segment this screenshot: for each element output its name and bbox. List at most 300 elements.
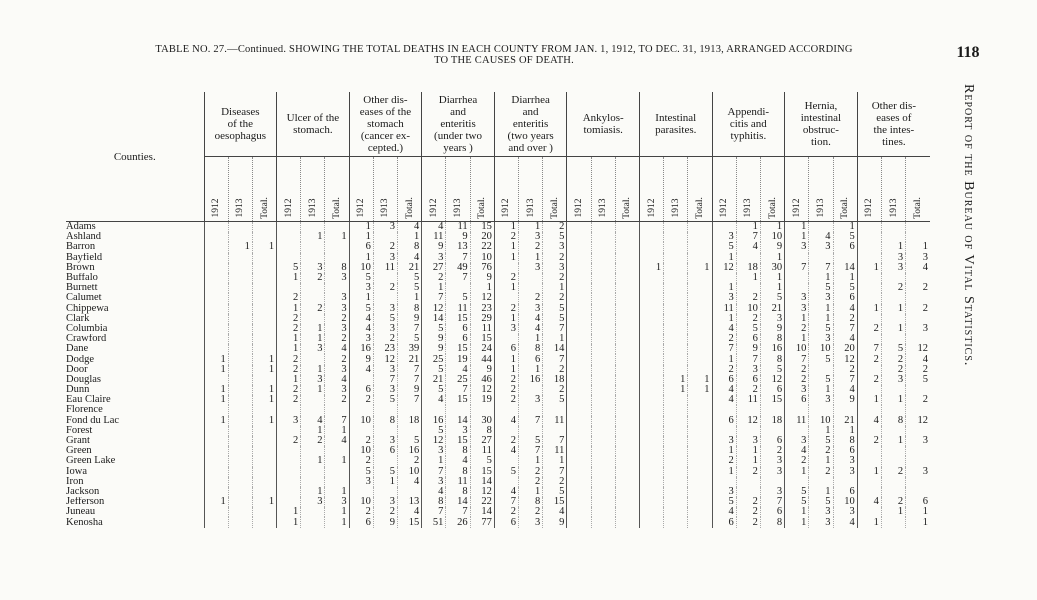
county-name: Dunn bbox=[66, 385, 90, 396]
table-cell: 7 bbox=[446, 385, 470, 395]
table-cell: 1 bbox=[712, 283, 736, 293]
table-cell: 4 bbox=[325, 375, 349, 385]
table-cell: 2 bbox=[881, 467, 905, 477]
table-cell: 6 bbox=[494, 517, 518, 527]
table-cell: 3 bbox=[325, 304, 349, 314]
table-row bbox=[66, 507, 930, 517]
cause-header-line: (under two bbox=[434, 130, 483, 142]
table-cell: 4 bbox=[712, 385, 736, 395]
table-cell bbox=[664, 365, 688, 375]
table-cell: 7 bbox=[736, 232, 760, 242]
table-cell: 7 bbox=[736, 354, 760, 364]
table-cell: 2 bbox=[833, 314, 857, 324]
table-cell bbox=[567, 436, 591, 446]
table-cell: 1 bbox=[785, 232, 809, 242]
table-cell: 2 bbox=[519, 242, 543, 252]
table-cell bbox=[228, 517, 252, 527]
table-cell: 3 bbox=[809, 293, 833, 303]
cause-header-line: Appendi- bbox=[727, 106, 770, 118]
table-cell bbox=[591, 456, 615, 466]
table-cell: 3 bbox=[422, 253, 446, 263]
year-header bbox=[228, 157, 252, 222]
table-cell bbox=[252, 467, 276, 477]
table-cell bbox=[639, 304, 663, 314]
table-cell bbox=[615, 507, 639, 517]
table-cell: 1 bbox=[252, 395, 276, 405]
table-cell bbox=[373, 487, 397, 497]
table-cell bbox=[785, 253, 809, 263]
cause-header-line: oesophagus bbox=[214, 130, 266, 142]
table-cell: 7 bbox=[785, 354, 809, 364]
year-label: Total. bbox=[622, 197, 633, 219]
table-cell bbox=[373, 293, 397, 303]
table-cell bbox=[615, 232, 639, 242]
table-cell: 2 bbox=[809, 446, 833, 456]
table-cell: 8 bbox=[398, 304, 422, 314]
table-cell bbox=[857, 365, 881, 375]
county-name: Columbia bbox=[66, 323, 108, 334]
table-cell: 1 bbox=[301, 456, 325, 466]
table-cell bbox=[204, 222, 228, 233]
table-cell: 21 bbox=[398, 354, 422, 364]
cause-header-line: Ulcer of the bbox=[286, 112, 340, 124]
table-cell bbox=[204, 426, 228, 436]
table-cell bbox=[494, 426, 518, 436]
table-cell: 1 bbox=[809, 273, 833, 283]
table-cell: 1 bbox=[688, 385, 712, 395]
year-header bbox=[736, 157, 760, 222]
cause-header-line: Diseases bbox=[221, 106, 260, 118]
table-cell bbox=[615, 416, 639, 426]
table-cell bbox=[277, 456, 301, 466]
table-cell bbox=[736, 405, 760, 415]
table-cell: 7 bbox=[543, 467, 567, 477]
table-cell bbox=[567, 253, 591, 263]
table-cell bbox=[688, 487, 712, 497]
table-cell bbox=[252, 517, 276, 527]
table-cell: 1 bbox=[252, 354, 276, 364]
table-cell: 6 bbox=[736, 334, 760, 344]
table-cell: 1 bbox=[373, 477, 397, 487]
table-cell bbox=[712, 405, 736, 415]
table-cell bbox=[664, 395, 688, 405]
table-cell: 2 bbox=[906, 365, 930, 375]
cause-header-line: obstruc- bbox=[802, 124, 839, 136]
table-cell: 3 bbox=[349, 334, 373, 344]
table-cell bbox=[906, 405, 930, 415]
table-cell bbox=[228, 365, 252, 375]
table-cell: 2 bbox=[881, 354, 905, 364]
year-label: 1912 bbox=[283, 198, 294, 218]
table-cell: 2 bbox=[277, 385, 301, 395]
cause-header-4 bbox=[422, 92, 495, 157]
cause-header-line: typhitis. bbox=[730, 130, 767, 142]
counties-header-label: Counties. bbox=[113, 150, 156, 163]
table-cell bbox=[688, 497, 712, 507]
table-cell: 2 bbox=[277, 354, 301, 364]
table-cell: 5 bbox=[760, 293, 784, 303]
table-cell: 3 bbox=[301, 497, 325, 507]
table-cell: 7 bbox=[519, 416, 543, 426]
table-cell bbox=[809, 253, 833, 263]
table-cell: 23 bbox=[373, 344, 397, 354]
table-cell bbox=[252, 436, 276, 446]
table-cell bbox=[301, 253, 325, 263]
table-cell: 8 bbox=[760, 354, 784, 364]
table-cell: 27 bbox=[422, 263, 446, 273]
cause-header-line: Ankylos- bbox=[582, 112, 624, 124]
table-cell: 3 bbox=[736, 436, 760, 446]
table-cell: 7 bbox=[398, 365, 422, 375]
table-cell: 3 bbox=[373, 385, 397, 395]
table-cell: 7 bbox=[422, 293, 446, 303]
table-cell bbox=[833, 405, 857, 415]
table-cell: 1 bbox=[252, 365, 276, 375]
table-cell bbox=[615, 242, 639, 252]
table-cell bbox=[857, 242, 881, 252]
county-name: Burnett bbox=[66, 283, 98, 294]
table-cell bbox=[639, 456, 663, 466]
table-cell bbox=[664, 436, 688, 446]
table-cell: 2 bbox=[543, 273, 567, 283]
table-cell bbox=[228, 497, 252, 507]
table-cell: 9 bbox=[446, 232, 470, 242]
table-cell bbox=[228, 487, 252, 497]
table-cell bbox=[204, 477, 228, 487]
table-cell bbox=[664, 273, 688, 283]
year-label: Total. bbox=[549, 197, 560, 219]
table-cell: 16 bbox=[349, 344, 373, 354]
table-cell: 1 bbox=[470, 283, 494, 293]
table-cell bbox=[639, 314, 663, 324]
table-cell bbox=[906, 385, 930, 395]
table-cell: 4 bbox=[519, 314, 543, 324]
table-cell: 1 bbox=[252, 385, 276, 395]
table-cell: 22 bbox=[470, 497, 494, 507]
cause-header-line: and bbox=[522, 106, 539, 118]
cause-header-line: tines. bbox=[882, 136, 906, 148]
table-cell: 1 bbox=[252, 497, 276, 507]
table-cell: 1 bbox=[712, 446, 736, 456]
table-cell bbox=[881, 334, 905, 344]
table-cell: 1 bbox=[785, 334, 809, 344]
table-row bbox=[66, 456, 930, 466]
table-cell bbox=[639, 405, 663, 415]
table-cell: 10 bbox=[833, 497, 857, 507]
table-cell bbox=[543, 405, 567, 415]
table-cell bbox=[252, 314, 276, 324]
table-cell: 25 bbox=[422, 354, 446, 364]
table-cell bbox=[252, 405, 276, 415]
table-cell bbox=[204, 232, 228, 242]
year-header bbox=[833, 157, 857, 222]
table-cell bbox=[615, 324, 639, 334]
table-cell: 2 bbox=[277, 324, 301, 334]
table-cell bbox=[277, 477, 301, 487]
table-cell: 1 bbox=[736, 222, 760, 233]
table-cell: 3 bbox=[785, 293, 809, 303]
table-cell: 3 bbox=[712, 232, 736, 242]
table-cell: 13 bbox=[398, 497, 422, 507]
table-cell bbox=[664, 416, 688, 426]
table-cell: 2 bbox=[906, 283, 930, 293]
table-row bbox=[66, 517, 930, 527]
table-row bbox=[66, 344, 930, 354]
table-cell bbox=[252, 477, 276, 487]
table-cell bbox=[736, 477, 760, 487]
year-label: Total. bbox=[913, 197, 924, 219]
table-cell: 5 bbox=[809, 497, 833, 507]
table-cell: 3 bbox=[301, 344, 325, 354]
table-cell: 2 bbox=[519, 467, 543, 477]
table-cell: 5 bbox=[833, 232, 857, 242]
table-cell bbox=[325, 283, 349, 293]
table-cell bbox=[252, 253, 276, 263]
table-cell: 6 bbox=[712, 517, 736, 527]
table-cell: 1 bbox=[494, 365, 518, 375]
table-cell: 3 bbox=[373, 324, 397, 334]
table-cell bbox=[204, 263, 228, 273]
table-cell bbox=[567, 293, 591, 303]
table-row bbox=[66, 487, 930, 497]
year-header bbox=[543, 157, 567, 222]
table-cell: 5 bbox=[760, 365, 784, 375]
table-cell bbox=[252, 446, 276, 456]
table-cell bbox=[567, 334, 591, 344]
table-cell: 11 bbox=[785, 416, 809, 426]
table-cell: 8 bbox=[519, 497, 543, 507]
table-cell: 9 bbox=[398, 314, 422, 324]
table-cell bbox=[373, 273, 397, 283]
table-cell: 5 bbox=[809, 436, 833, 446]
county-name: Iron bbox=[66, 476, 84, 487]
table-cell bbox=[857, 253, 881, 263]
table-cell bbox=[277, 242, 301, 252]
table-cell: 14 bbox=[446, 416, 470, 426]
table-cell: 5 bbox=[785, 497, 809, 507]
year-label: 1912 bbox=[428, 198, 439, 218]
table-cell: 5 bbox=[470, 456, 494, 466]
table-cell: 21 bbox=[398, 263, 422, 273]
table-row bbox=[66, 395, 930, 405]
table-cell: 29 bbox=[470, 314, 494, 324]
county-name: Iowa bbox=[66, 466, 87, 477]
table-cell: 7 bbox=[809, 263, 833, 273]
table-cell bbox=[252, 232, 276, 242]
table-cell: 18 bbox=[736, 263, 760, 273]
table-cell: 1 bbox=[519, 334, 543, 344]
table-cell bbox=[204, 283, 228, 293]
table-cell: 3 bbox=[833, 507, 857, 517]
table-cell: 2 bbox=[736, 314, 760, 324]
table-cell bbox=[785, 426, 809, 436]
table-cell bbox=[567, 467, 591, 477]
cause-header-line: parasites. bbox=[655, 124, 697, 136]
table-cell bbox=[664, 517, 688, 527]
table-cell: 14 bbox=[422, 314, 446, 324]
table-cell: 2 bbox=[519, 507, 543, 517]
table-cell bbox=[301, 405, 325, 415]
table-cell bbox=[349, 375, 373, 385]
table-cell: 1 bbox=[760, 222, 784, 233]
table-cell: 8 bbox=[519, 344, 543, 354]
table-cell bbox=[446, 283, 470, 293]
table-cell: 1 bbox=[785, 467, 809, 477]
table-cell bbox=[204, 304, 228, 314]
table-cell: 18 bbox=[398, 416, 422, 426]
table-cell: 1 bbox=[301, 426, 325, 436]
table-cell bbox=[785, 405, 809, 415]
table-cell bbox=[664, 467, 688, 477]
table-cell: 5 bbox=[349, 304, 373, 314]
year-label: 1913 bbox=[888, 198, 899, 218]
table-cell: 2 bbox=[301, 304, 325, 314]
table-title-line-2: TO THE CAUSES OF DEATH. bbox=[434, 55, 574, 66]
table-cell: 1 bbox=[736, 273, 760, 283]
table-cell: 1 bbox=[494, 222, 518, 233]
table-cell: 2 bbox=[906, 395, 930, 405]
table-cell: 2 bbox=[373, 242, 397, 252]
table-cell: 3 bbox=[373, 222, 397, 233]
table-cell bbox=[494, 263, 518, 273]
year-header bbox=[688, 157, 712, 222]
table-cell: 4 bbox=[519, 324, 543, 334]
table-cell bbox=[591, 354, 615, 364]
table-cell: 7 bbox=[833, 375, 857, 385]
year-header bbox=[398, 157, 422, 222]
table-cell: 1 bbox=[301, 385, 325, 395]
table-cell bbox=[591, 375, 615, 385]
table-cell bbox=[398, 426, 422, 436]
table-cell bbox=[567, 405, 591, 415]
table-cell: 1 bbox=[857, 263, 881, 273]
table-cell: 1 bbox=[664, 375, 688, 385]
table-cell bbox=[373, 405, 397, 415]
table-cell: 9 bbox=[470, 273, 494, 283]
table-cell: 8 bbox=[446, 487, 470, 497]
table-cell: 1 bbox=[688, 375, 712, 385]
table-cell bbox=[639, 395, 663, 405]
table-cell bbox=[881, 232, 905, 242]
table-row bbox=[66, 375, 930, 385]
table-row bbox=[66, 263, 930, 273]
table-cell: 19 bbox=[446, 354, 470, 364]
table-cell: 2 bbox=[736, 467, 760, 477]
table-cell: 20 bbox=[833, 344, 857, 354]
table-cell: 3 bbox=[301, 375, 325, 385]
table-cell: 1 bbox=[204, 385, 228, 395]
year-header bbox=[301, 157, 325, 222]
table-cell: 5 bbox=[373, 467, 397, 477]
table-cell: 1 bbox=[301, 487, 325, 497]
year-label: Total. bbox=[694, 197, 705, 219]
table-cell: 7 bbox=[833, 324, 857, 334]
table-row bbox=[66, 497, 930, 507]
table-cell bbox=[277, 467, 301, 477]
table-cell: 4 bbox=[833, 304, 857, 314]
table-cell: 19 bbox=[470, 395, 494, 405]
table-cell: 1 bbox=[494, 242, 518, 252]
table-cell bbox=[204, 344, 228, 354]
table-cell: 3 bbox=[785, 242, 809, 252]
table-cell: 9 bbox=[422, 344, 446, 354]
table-cell: 2 bbox=[881, 283, 905, 293]
table-cell bbox=[591, 263, 615, 273]
table-cell: 4 bbox=[543, 507, 567, 517]
table-cell bbox=[567, 517, 591, 527]
table-cell bbox=[688, 507, 712, 517]
table-cell bbox=[664, 507, 688, 517]
table-cell: 4 bbox=[446, 365, 470, 375]
table-cell: 5 bbox=[398, 283, 422, 293]
table-cell bbox=[277, 253, 301, 263]
table-cell: 15 bbox=[446, 436, 470, 446]
table-cell bbox=[664, 242, 688, 252]
table-cell: 2 bbox=[349, 456, 373, 466]
table-cell: 5 bbox=[494, 467, 518, 477]
table-cell bbox=[204, 314, 228, 324]
table-cell bbox=[204, 405, 228, 415]
table-cell bbox=[252, 507, 276, 517]
table-cell: 2 bbox=[543, 385, 567, 395]
table-cell: 2 bbox=[736, 385, 760, 395]
table-cell bbox=[664, 497, 688, 507]
table-cell bbox=[688, 477, 712, 487]
table-cell bbox=[301, 446, 325, 456]
year-header bbox=[591, 157, 615, 222]
table-cell: 16 bbox=[398, 446, 422, 456]
table-cell: 3 bbox=[373, 365, 397, 375]
cause-header-line: cepted.) bbox=[367, 142, 404, 154]
table-cell bbox=[664, 222, 688, 233]
table-cell: 2 bbox=[519, 477, 543, 487]
table-cell bbox=[373, 232, 397, 242]
table-cell: 1 bbox=[760, 253, 784, 263]
table-cell: 14 bbox=[470, 477, 494, 487]
table-cell bbox=[664, 232, 688, 242]
table-cell: 16 bbox=[422, 416, 446, 426]
table-cell: 2 bbox=[712, 456, 736, 466]
table-cell bbox=[277, 232, 301, 242]
table-cell: 10 bbox=[349, 416, 373, 426]
table-cell: 2 bbox=[712, 334, 736, 344]
year-header bbox=[906, 157, 930, 222]
table-cell: 3 bbox=[906, 436, 930, 446]
table-cell bbox=[228, 375, 252, 385]
table-cell: 12 bbox=[470, 487, 494, 497]
table-cell bbox=[688, 344, 712, 354]
table-cell: 2 bbox=[349, 436, 373, 446]
page-number: 118 bbox=[956, 44, 980, 61]
table-cell: 2 bbox=[277, 395, 301, 405]
year-label: 1913 bbox=[235, 198, 246, 218]
table-cell bbox=[591, 253, 615, 263]
table-cell bbox=[325, 446, 349, 456]
table-cell bbox=[615, 222, 639, 233]
table-cell bbox=[615, 253, 639, 263]
table-cell bbox=[857, 273, 881, 283]
table-cell: 3 bbox=[906, 253, 930, 263]
table-cell: 3 bbox=[422, 446, 446, 456]
table-cell bbox=[639, 446, 663, 456]
table-cell bbox=[639, 487, 663, 497]
table-cell: 4 bbox=[906, 263, 930, 273]
table-cell bbox=[228, 477, 252, 487]
table-cell: 8 bbox=[446, 446, 470, 456]
table-cell: 1 bbox=[325, 507, 349, 517]
table-cell: 12 bbox=[833, 354, 857, 364]
table-cell bbox=[688, 467, 712, 477]
